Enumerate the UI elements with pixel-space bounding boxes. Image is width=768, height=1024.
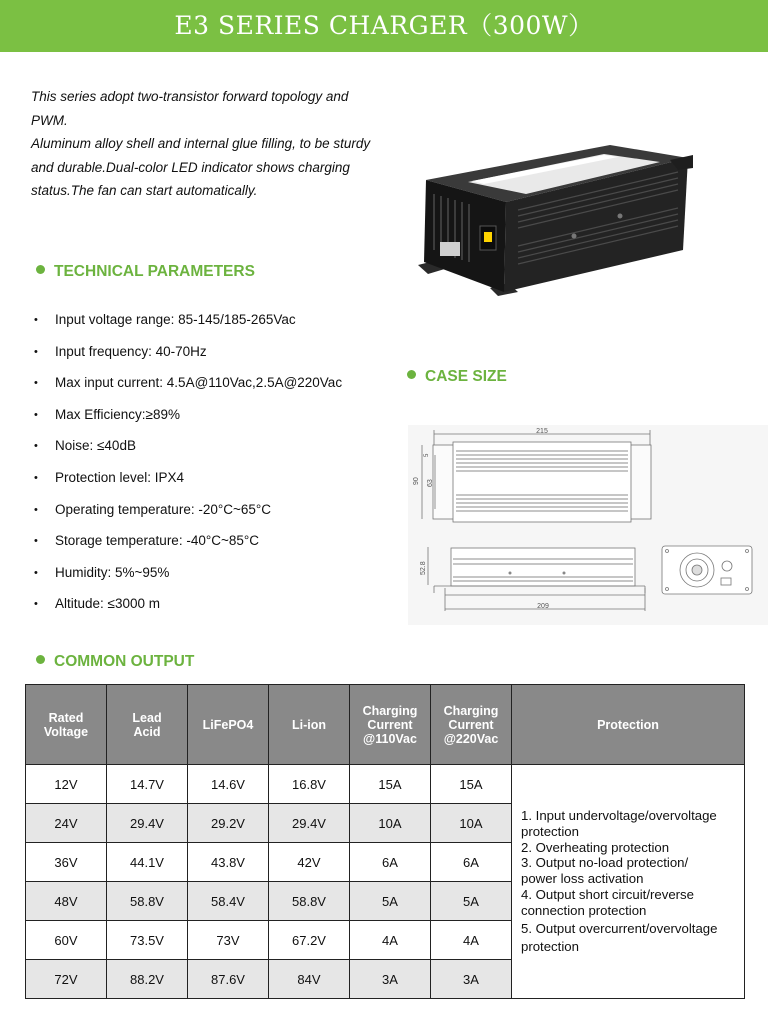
table-cell: 29.4V: [269, 804, 350, 843]
table-cell: 15A: [431, 765, 512, 804]
table-cell: 12V: [26, 765, 107, 804]
table-cell: 42V: [269, 843, 350, 882]
parameter-item: • Protection level: IPX4: [34, 468, 342, 500]
table-cell: 48V: [26, 882, 107, 921]
table-cell: 5A: [350, 882, 431, 921]
table-cell: 29.4V: [107, 804, 188, 843]
bullet-icon: •: [34, 598, 38, 611]
intro-line: PWM.: [31, 112, 68, 128]
dim-length: 215: [536, 428, 548, 435]
table-cell: 3A: [350, 960, 431, 999]
table-cell: 29.2V: [188, 804, 269, 843]
table-cell: 88.2V: [107, 960, 188, 999]
bullet-icon: •: [34, 503, 38, 516]
col-header-protection: Protection: [512, 685, 745, 765]
dim-height: 52.8: [420, 561, 427, 575]
table-cell: 84V: [269, 960, 350, 999]
table-cell: 5A: [431, 882, 512, 921]
table-cell: 6A: [431, 843, 512, 882]
table-cell: 36V: [26, 843, 107, 882]
bullet-icon: •: [34, 535, 38, 548]
table-cell: 16.8V: [269, 765, 350, 804]
table-cell: 4A: [350, 921, 431, 960]
protection-cell: [512, 765, 745, 999]
technical-parameters-heading: TECHNICAL PARAMETERS: [36, 263, 255, 281]
table-header-row: [26, 685, 745, 765]
bullet-dot-icon: [36, 655, 45, 664]
col-header-current-110: Charging Current @110Vac: [350, 685, 431, 765]
bullet-icon: •: [34, 440, 38, 453]
parameter-item: • Operating temperature: -20°C~65°C: [34, 500, 342, 532]
parameter-item: • Max input current: 4.5A@110Vac,2.5A@220Vac: [34, 373, 342, 405]
title-banner: [0, 0, 768, 52]
bullet-icon: •: [34, 471, 38, 484]
parameter-item: • Storage temperature: -40°C~85°C: [34, 531, 342, 563]
common-output-heading: COMMON OUTPUT: [36, 653, 194, 671]
bullet-icon: •: [34, 345, 38, 358]
table-cell: 58.8V: [107, 882, 188, 921]
col-header-lifepo4: LiFePO4: [188, 685, 269, 765]
intro-line: status.The fan can start automatically.: [31, 183, 258, 198]
bullet-icon: •: [34, 314, 38, 326]
col-header-li-ion: Li-ion: [269, 685, 350, 765]
bullet-icon: •: [34, 566, 38, 579]
protection-line: protection: [521, 939, 579, 955]
table-cell: 72V: [26, 960, 107, 999]
table-cell: 6A: [350, 843, 431, 882]
table-cell: 4A: [431, 921, 512, 960]
table-cell: 14.6V: [188, 765, 269, 804]
intro-line: This series adopt two-transistor forward topology and: [31, 89, 349, 104]
parameter-item: • Input voltage range: 85-145/185-265Vac: [34, 310, 342, 342]
bullet-icon: •: [34, 377, 38, 390]
parameter-item: • Altitude: ≤3000 m: [34, 594, 342, 626]
protection-line: 5. Output overcurrent/overvoltage: [521, 921, 718, 937]
charger-product-image: [408, 140, 693, 300]
protection-line: connection protection: [521, 902, 647, 918]
parameter-item: • Max Efficiency:≥89%: [34, 405, 342, 437]
table-cell: 43.8V: [188, 843, 269, 882]
table-cell: 10A: [350, 804, 431, 843]
col-header-rated-voltage: Rated Voltage: [26, 685, 107, 765]
dim-inner: 63: [427, 479, 434, 487]
table-cell: 87.6V: [188, 960, 269, 999]
table-cell: 10A: [431, 804, 512, 843]
table-row: [26, 765, 745, 804]
dim-small: 5: [424, 453, 430, 457]
table-cell: 58.4V: [188, 882, 269, 921]
parameter-item: • Noise: ≤40dB: [34, 436, 342, 468]
parameter-item: • Humidity: 5%~95%: [34, 563, 342, 595]
intro-text: [31, 85, 401, 203]
protection-line: 1. Input undervoltage/overvoltage: [521, 807, 717, 823]
table-cell: 67.2V: [269, 921, 350, 960]
case-size-drawing: [408, 425, 768, 625]
table-cell: 15A: [350, 765, 431, 804]
bullet-dot-icon: [407, 370, 416, 379]
protection-line: protection: [521, 823, 579, 839]
table-cell: 60V: [26, 921, 107, 960]
dim-width: 90: [413, 477, 420, 485]
table-cell: 3A: [431, 960, 512, 999]
technical-parameters-list: [34, 310, 342, 626]
parameter-item: • Input frequency: 40-70Hz: [34, 342, 342, 374]
table-cell: 44.1V: [107, 843, 188, 882]
col-header-current-220: Charging Current @220Vac: [431, 685, 512, 765]
common-output-table: [25, 684, 745, 999]
protection-line: 3. Output no-load protection/: [521, 855, 689, 871]
bullet-dot-icon: [36, 265, 45, 274]
table-cell: 58.8V: [269, 882, 350, 921]
intro-line: Aluminum alloy shell and internal glue filling, to be sturdy: [31, 136, 371, 151]
table-cell: 73V: [188, 921, 269, 960]
col-header-lead-acid: Lead Acid: [107, 685, 188, 765]
protection-line: 4. Output short circuit/reverse: [521, 886, 694, 902]
table-cell: 24V: [26, 804, 107, 843]
table-cell: 73.5V: [107, 921, 188, 960]
protection-line: power loss activation: [521, 871, 644, 887]
table-cell: 14.7V: [107, 765, 188, 804]
dim-mount: 209: [537, 603, 549, 610]
page-title: E3 SERIES CHARGER（300W）: [174, 11, 594, 40]
protection-line: 2. Overheating protection: [521, 839, 670, 855]
bullet-icon: •: [34, 408, 38, 421]
intro-line: and durable.Dual-color LED indicator shows charging: [31, 159, 350, 175]
case-size-heading: CASE SIZE: [407, 368, 507, 386]
